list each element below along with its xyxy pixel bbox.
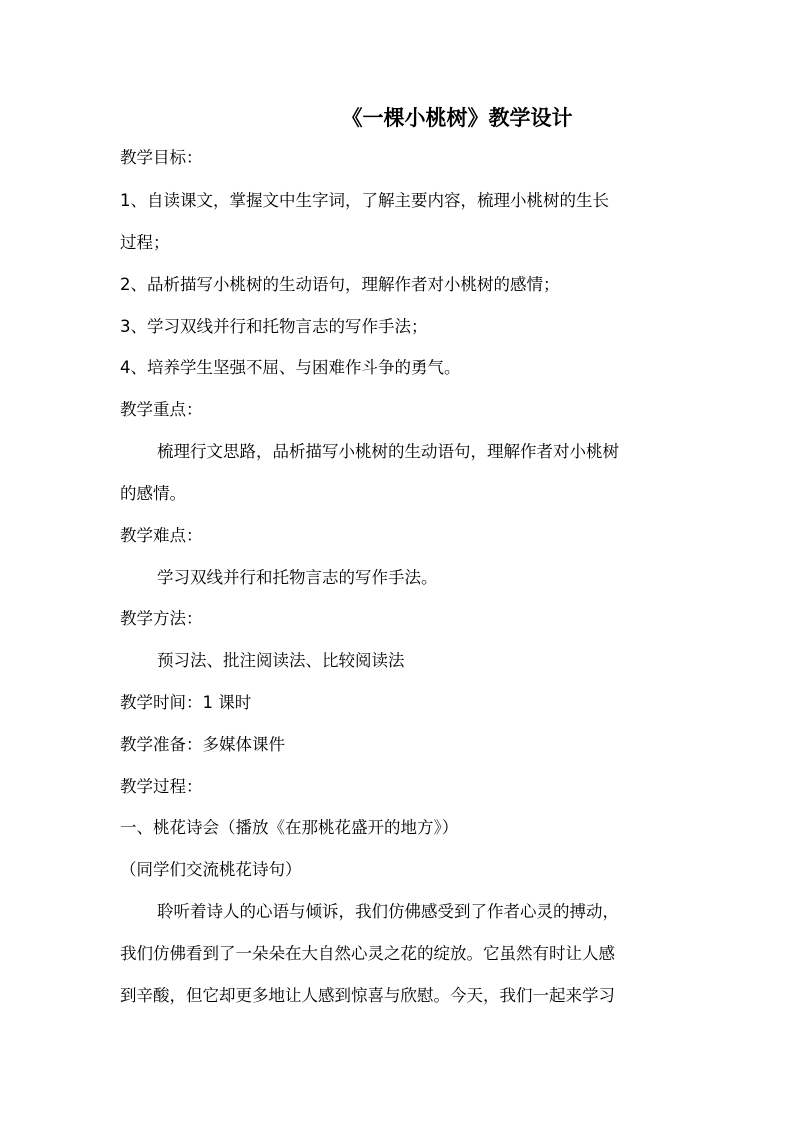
paragraph-line-3: 到辛酸，但它却更多地让人感到惊喜与欣慰。今天，我们一起来学习 (120, 986, 615, 1005)
objective-1-line-1: 1、自读课文，掌握文中生字词，了解主要内容，梳理小桃树的生长 (120, 191, 609, 210)
difficulties-text: 学习双线并行和托物言志的写作手法。 (157, 568, 438, 587)
key-points-line-2: 的感情。 (120, 484, 186, 503)
process-step-1-note: （同学们交流桃花诗句） (120, 860, 302, 879)
process-step-1: 一、桃花诗会（播放《在那桃花盛开的地方》） (120, 818, 459, 837)
heading-objectives: 教学目标： (120, 148, 203, 167)
teaching-preparation: 教学准备：多媒体课件 (120, 735, 285, 754)
paragraph-line-1: 聆听着诗人的心语与倾诉，我们仿佛感受到了作者心灵的搏动， (157, 902, 619, 921)
objective-4: 4、培养学生坚强不屈、与困难作斗争的勇气。 (120, 358, 461, 377)
document-title: 《一棵小桃树》教学设计 (341, 106, 573, 130)
paragraph-line-2: 我们仿佛看到了一朵朵在大自然心灵之花的绽放。它虽然有时让人感 (120, 944, 615, 963)
teaching-time: 教学时间：1 课时 (120, 693, 252, 712)
objective-1-line-2: 过程； (120, 233, 170, 252)
key-points-line-1: 梳理行文思路，品析描写小桃树的生动语句，理解作者对小桃树 (157, 442, 619, 461)
heading-process: 教学过程： (120, 777, 203, 796)
heading-methods: 教学方法： (120, 609, 203, 628)
methods-text: 预习法、批注阅读法、比较阅读法 (157, 651, 405, 670)
heading-key-points: 教学重点： (120, 400, 203, 419)
objective-2: 2、品析描写小桃树的生动语句，理解作者对小桃树的感情； (120, 275, 560, 294)
objective-3: 3、学习双线并行和托物言志的写作手法； (120, 317, 428, 336)
heading-difficulties: 教学难点： (120, 526, 203, 545)
